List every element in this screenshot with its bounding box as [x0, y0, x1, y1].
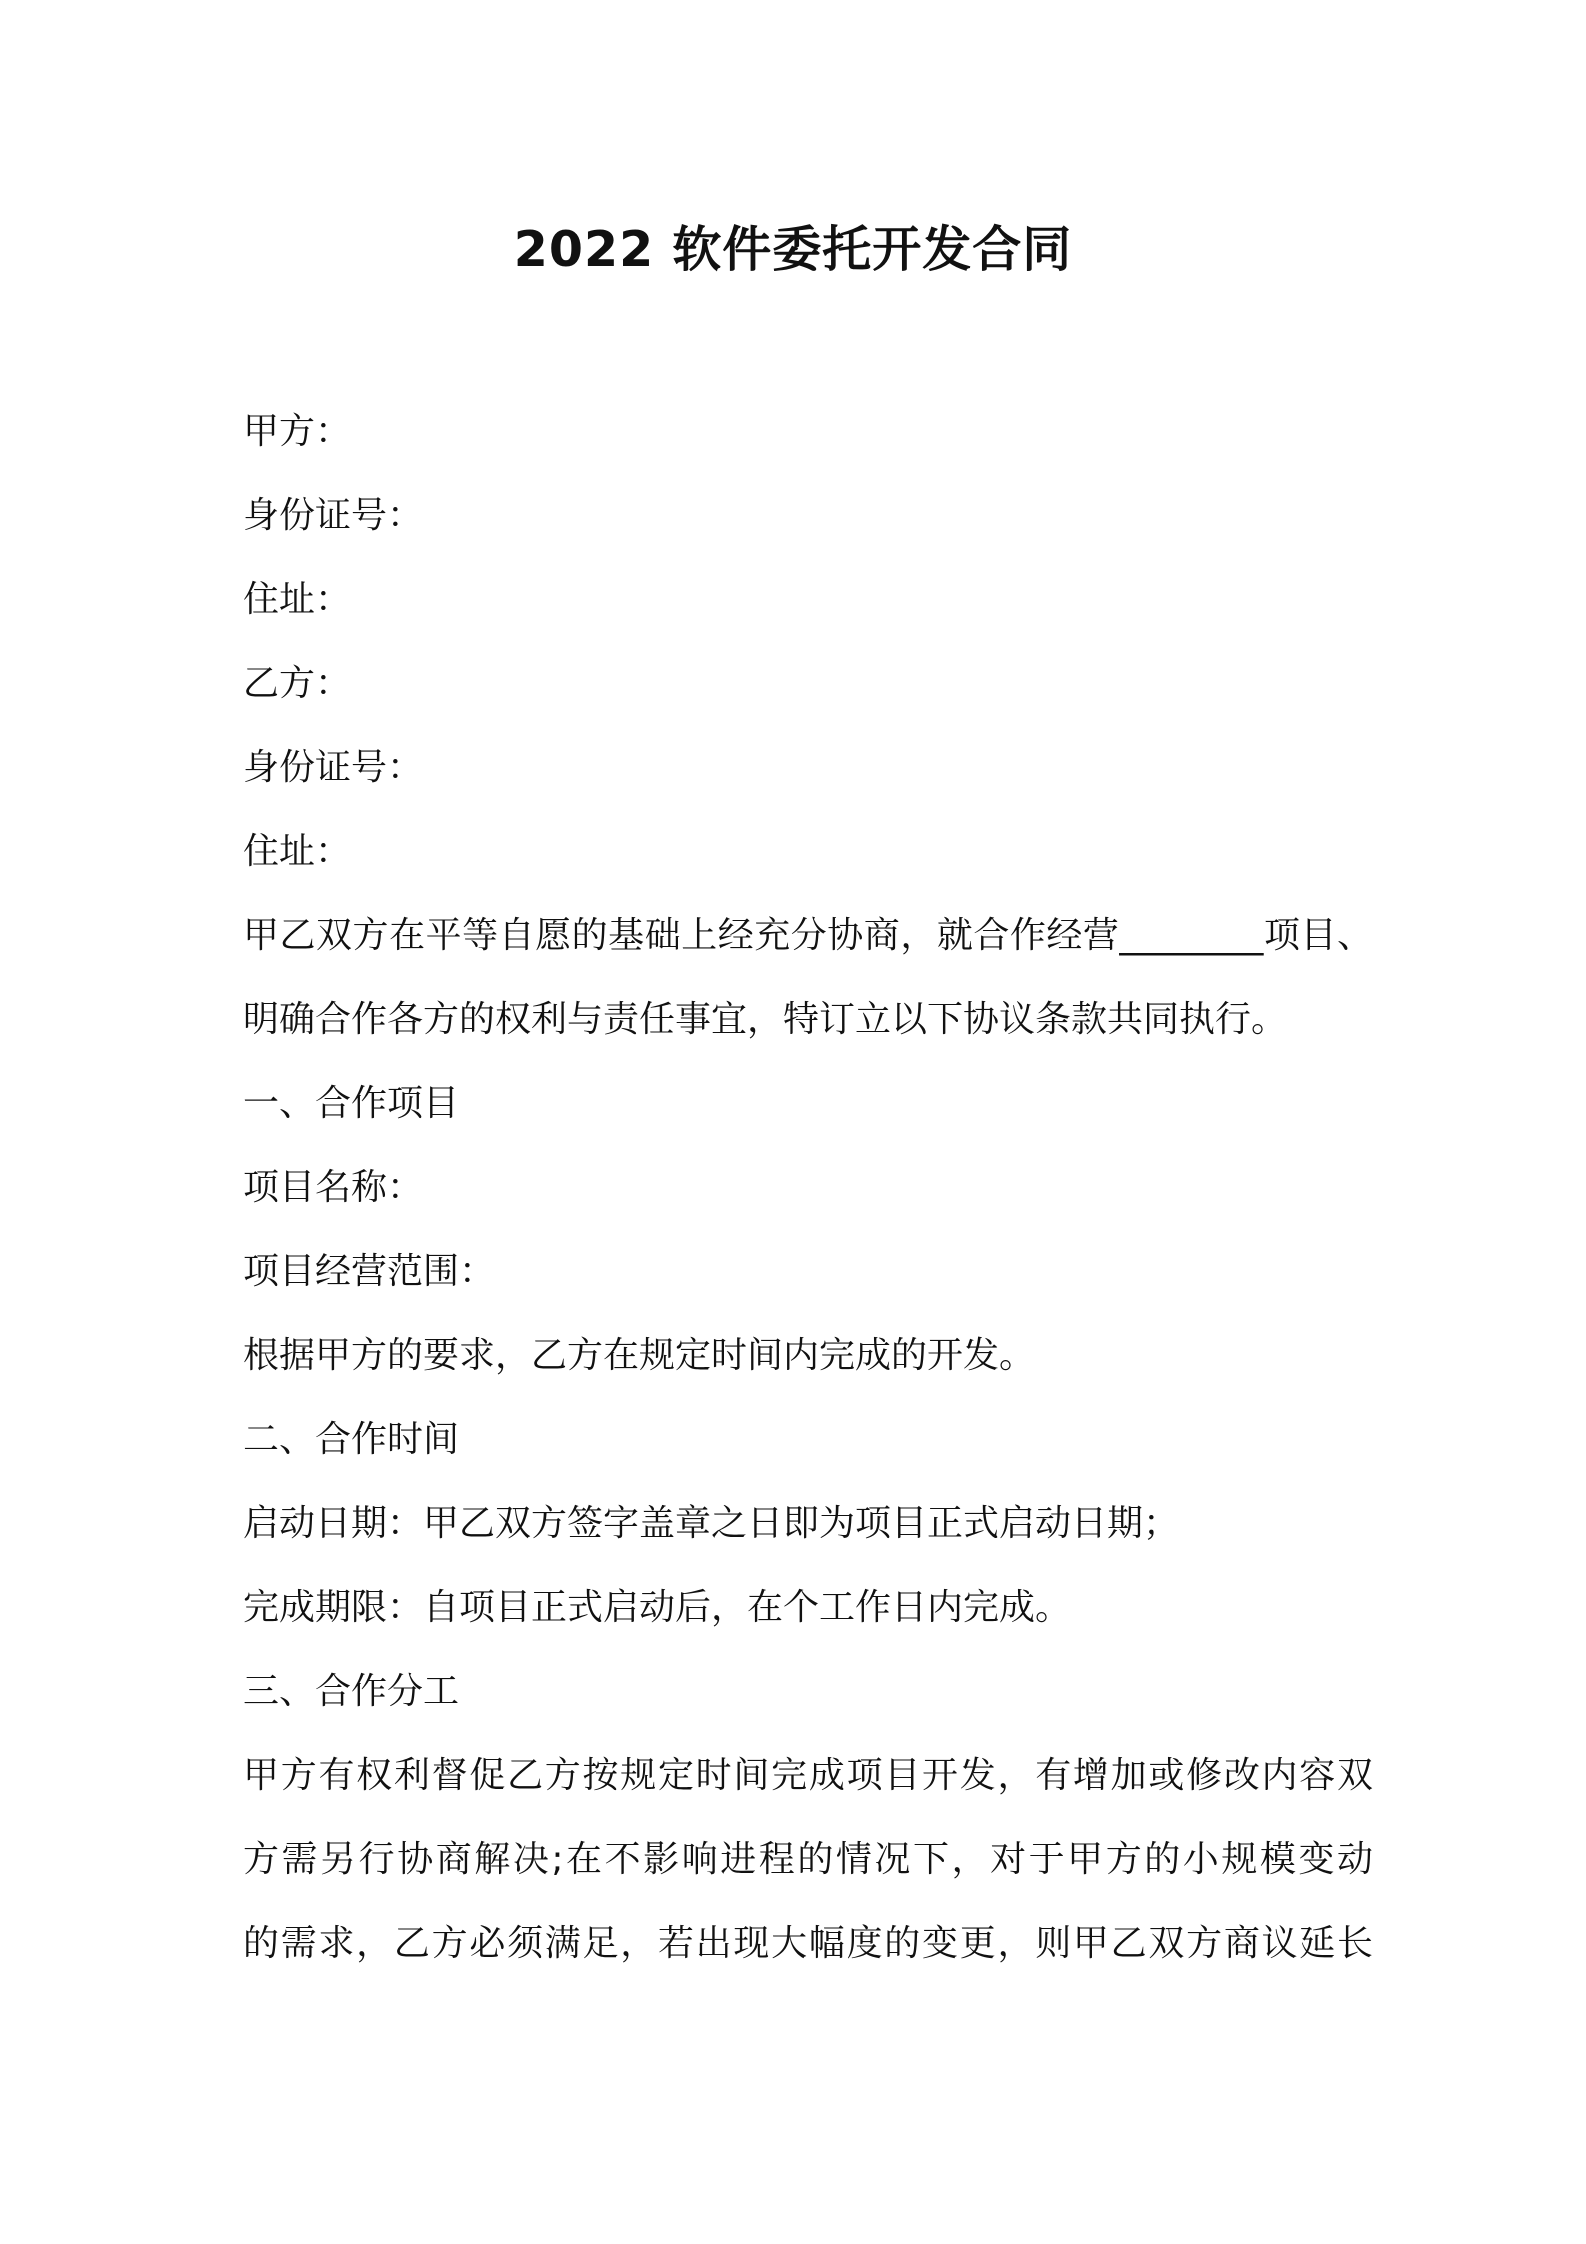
- party-a-id-line: 身份证号：: [243, 495, 424, 536]
- project-name-line: 项目名称：: [243, 1167, 424, 1208]
- party-a-address-line: 住址：: [243, 579, 352, 620]
- party-b-address-line: 住址：: [243, 831, 352, 872]
- document-body: [243, 390, 1373, 1986]
- intro-paragraph-line-1: 甲乙双方在平等自愿的基础上经充分协商，就合作经营________项目、: [243, 915, 1373, 956]
- intro-paragraph-line-2: 明确合作各方的权利与责任事宜，特订立以下协议条款共同执行。: [243, 999, 1288, 1040]
- project-scope-line: 项目经营范围：: [243, 1251, 496, 1292]
- completion-deadline-line: 完成期限：自项目正式启动后，在个工作日内完成。: [243, 1587, 1072, 1628]
- section-heading-division-of-work: 三、合作分工: [243, 1671, 460, 1712]
- party-a-line: 甲方：: [243, 411, 352, 452]
- party-b-line: 乙方：: [243, 663, 352, 704]
- project-requirement-line: 根据甲方的要求，乙方在规定时间内完成的开发。: [243, 1335, 1036, 1376]
- division-paragraph-line-2: 方需另行协商解决;在不影响进程的情况下，对于甲方的小规模变动: [243, 1839, 1373, 1880]
- division-paragraph-line-1: 甲方有权利督促乙方按规定时间完成项目开发，有增加或修改内容双: [243, 1755, 1373, 1796]
- party-b-id-line: 身份证号：: [243, 747, 424, 788]
- document-title: 2022 软件委托开发合同: [513, 221, 1073, 278]
- start-date-line: 启动日期：甲乙双方签字盖章之日即为项目正式启动日期；: [243, 1503, 1180, 1544]
- section-heading-cooperation-time: 二、合作时间: [243, 1419, 460, 1460]
- division-paragraph-line-3: 的需求，乙方必须满足，若出现大幅度的变更，则甲乙双方商议延长: [243, 1923, 1373, 1964]
- section-heading-cooperation-project: 一、合作项目: [243, 1083, 460, 1124]
